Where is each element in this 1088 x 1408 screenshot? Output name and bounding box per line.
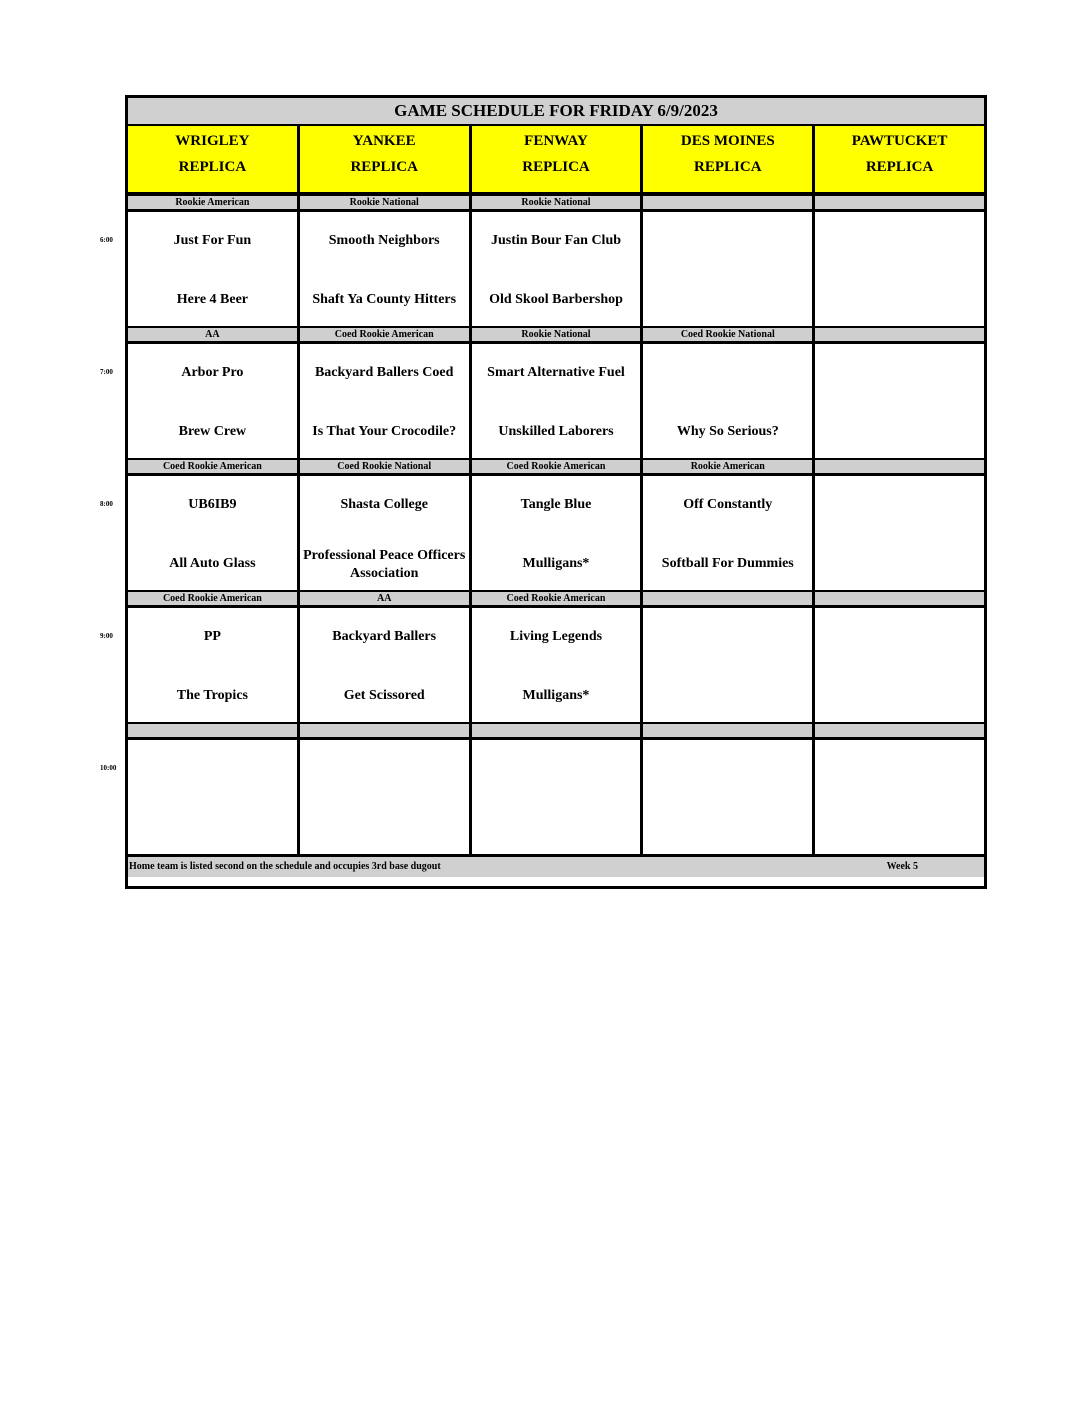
- away-team: Living Legends: [509, 629, 603, 644]
- home-team: Old Skool Barbershop: [489, 292, 623, 307]
- time-label: 10:00: [100, 764, 117, 772]
- field-header-row: [128, 126, 984, 194]
- division-label: [815, 196, 984, 209]
- game-cell: [815, 740, 984, 854]
- away-team: Justin Bour Fan Club: [490, 233, 622, 248]
- game-cell: [643, 344, 815, 458]
- away-team: UB6IB9: [188, 497, 237, 512]
- home-team: Unskilled Laborers: [498, 424, 614, 439]
- field-header: [643, 126, 815, 192]
- division-label: Rookie National: [300, 196, 472, 209]
- game-cell: [472, 212, 644, 326]
- away-team: PP: [203, 629, 221, 644]
- home-team: Get Scissored: [343, 688, 425, 703]
- game-cell: [128, 476, 300, 590]
- division-label: Rookie American: [128, 196, 300, 209]
- time-slot-row: [100, 608, 984, 722]
- division-row: [128, 590, 984, 608]
- home-team: Here 4 Beer: [176, 292, 249, 307]
- time-slot-row: [100, 212, 984, 326]
- time-label: 8:00: [100, 500, 113, 508]
- game-cell: [643, 608, 815, 722]
- game-cell: [472, 740, 644, 854]
- field-sub: REPLICA: [865, 159, 934, 175]
- division-label: Coed Rookie American: [300, 328, 472, 341]
- field-name: DES MOINES: [680, 133, 775, 149]
- game-cell: [300, 608, 472, 722]
- division-label: AA: [300, 592, 472, 605]
- division-label: AA: [128, 328, 300, 341]
- game-cell: [643, 212, 815, 326]
- division-label: [643, 592, 815, 605]
- week-label: Week 5: [886, 861, 918, 872]
- division-label: Coed Rookie American: [128, 592, 300, 605]
- field-sub: REPLICA: [178, 159, 247, 175]
- time-slot-row: [100, 476, 984, 590]
- schedule-title: GAME SCHEDULE FOR FRIDAY 6/9/2023: [128, 98, 984, 126]
- field-name: WRIGLEY: [175, 133, 250, 149]
- away-team: Arbor Pro: [181, 365, 244, 380]
- home-team: Shaft Ya County Hitters: [312, 292, 457, 307]
- field-header: [128, 126, 300, 192]
- field-header: [472, 126, 644, 192]
- home-team: Why So Serious?: [676, 424, 779, 439]
- field-sub: REPLICA: [350, 159, 418, 175]
- away-team: Shasta College: [340, 497, 428, 512]
- home-team: Softball For Dummies: [661, 556, 794, 571]
- division-label: Coed Rookie National: [643, 328, 815, 341]
- division-label: Coed Rookie American: [472, 460, 644, 473]
- division-label: Coed Rookie National: [300, 460, 472, 473]
- game-cell: [643, 476, 815, 590]
- home-team: The Tropics: [176, 688, 248, 703]
- time-label: 9:00: [100, 632, 113, 640]
- home-team: Professional Peace Officers Association: [303, 548, 466, 581]
- division-label: Rookie National: [472, 328, 644, 341]
- time-slot-row: [100, 344, 984, 458]
- field-header: [815, 126, 984, 192]
- game-cell: [815, 476, 984, 590]
- game-cell: [128, 740, 300, 854]
- division-label: [472, 724, 644, 737]
- away-team: Tangle Blue: [520, 497, 592, 512]
- game-cell: [300, 212, 472, 326]
- away-team: Backyard Ballers Coed: [314, 365, 454, 380]
- division-label: [643, 196, 815, 209]
- division-label: [815, 592, 984, 605]
- home-team: All Auto Glass: [169, 556, 256, 571]
- footer-note: Home team is listed second on the schedule and occupies 3rd base dugout: [129, 861, 441, 872]
- field-name: YANKEE: [352, 133, 416, 149]
- time-label: 7:00: [100, 368, 113, 376]
- away-team: Backyard Ballers: [332, 629, 437, 644]
- division-label: [128, 724, 300, 737]
- division-label: Coed Rookie American: [472, 592, 644, 605]
- game-cell: [643, 740, 815, 854]
- game-cell: [128, 212, 300, 326]
- division-label: Coed Rookie American: [128, 460, 300, 473]
- game-cell: [815, 608, 984, 722]
- game-cell: [815, 212, 984, 326]
- game-cell: [472, 476, 644, 590]
- division-label: Rookie National: [472, 196, 644, 209]
- game-cell: [128, 608, 300, 722]
- division-row: [128, 326, 984, 344]
- schedule-table: [100, 95, 987, 880]
- division-label: [815, 328, 984, 341]
- field-name: PAWTUCKET: [851, 133, 948, 149]
- division-row: [128, 194, 984, 212]
- game-cell: [472, 608, 644, 722]
- division-row: [128, 458, 984, 476]
- away-team: Smart Alternative Fuel: [487, 365, 625, 380]
- home-team: Brew Crew: [178, 424, 247, 439]
- away-team: Just For Fun: [173, 233, 252, 248]
- away-team: Off Constantly: [683, 497, 773, 512]
- time-label: 6:00: [100, 236, 113, 244]
- division-label: Rookie American: [643, 460, 815, 473]
- division-label: [643, 724, 815, 737]
- game-cell: [128, 344, 300, 458]
- game-cell: [472, 344, 644, 458]
- game-cell: [300, 476, 472, 590]
- away-team: Smooth Neighbors: [328, 233, 440, 248]
- game-cell: [300, 344, 472, 458]
- division-label: [815, 460, 984, 473]
- home-team: Mulligans*: [522, 556, 590, 571]
- home-team: Mulligans*: [522, 688, 590, 703]
- footer: [128, 854, 984, 877]
- time-slots: [100, 194, 987, 854]
- field-header: [300, 126, 472, 192]
- division-label: [815, 724, 984, 737]
- game-cell: [815, 344, 984, 458]
- game-cell: [300, 740, 472, 854]
- field-sub: REPLICA: [694, 159, 762, 175]
- home-team: Is That Your Crocodile?: [312, 424, 457, 439]
- time-slot-row: [100, 740, 984, 854]
- field-sub: REPLICA: [522, 159, 590, 175]
- division-row: [128, 722, 984, 740]
- field-name: FENWAY: [524, 133, 588, 149]
- division-label: [300, 724, 472, 737]
